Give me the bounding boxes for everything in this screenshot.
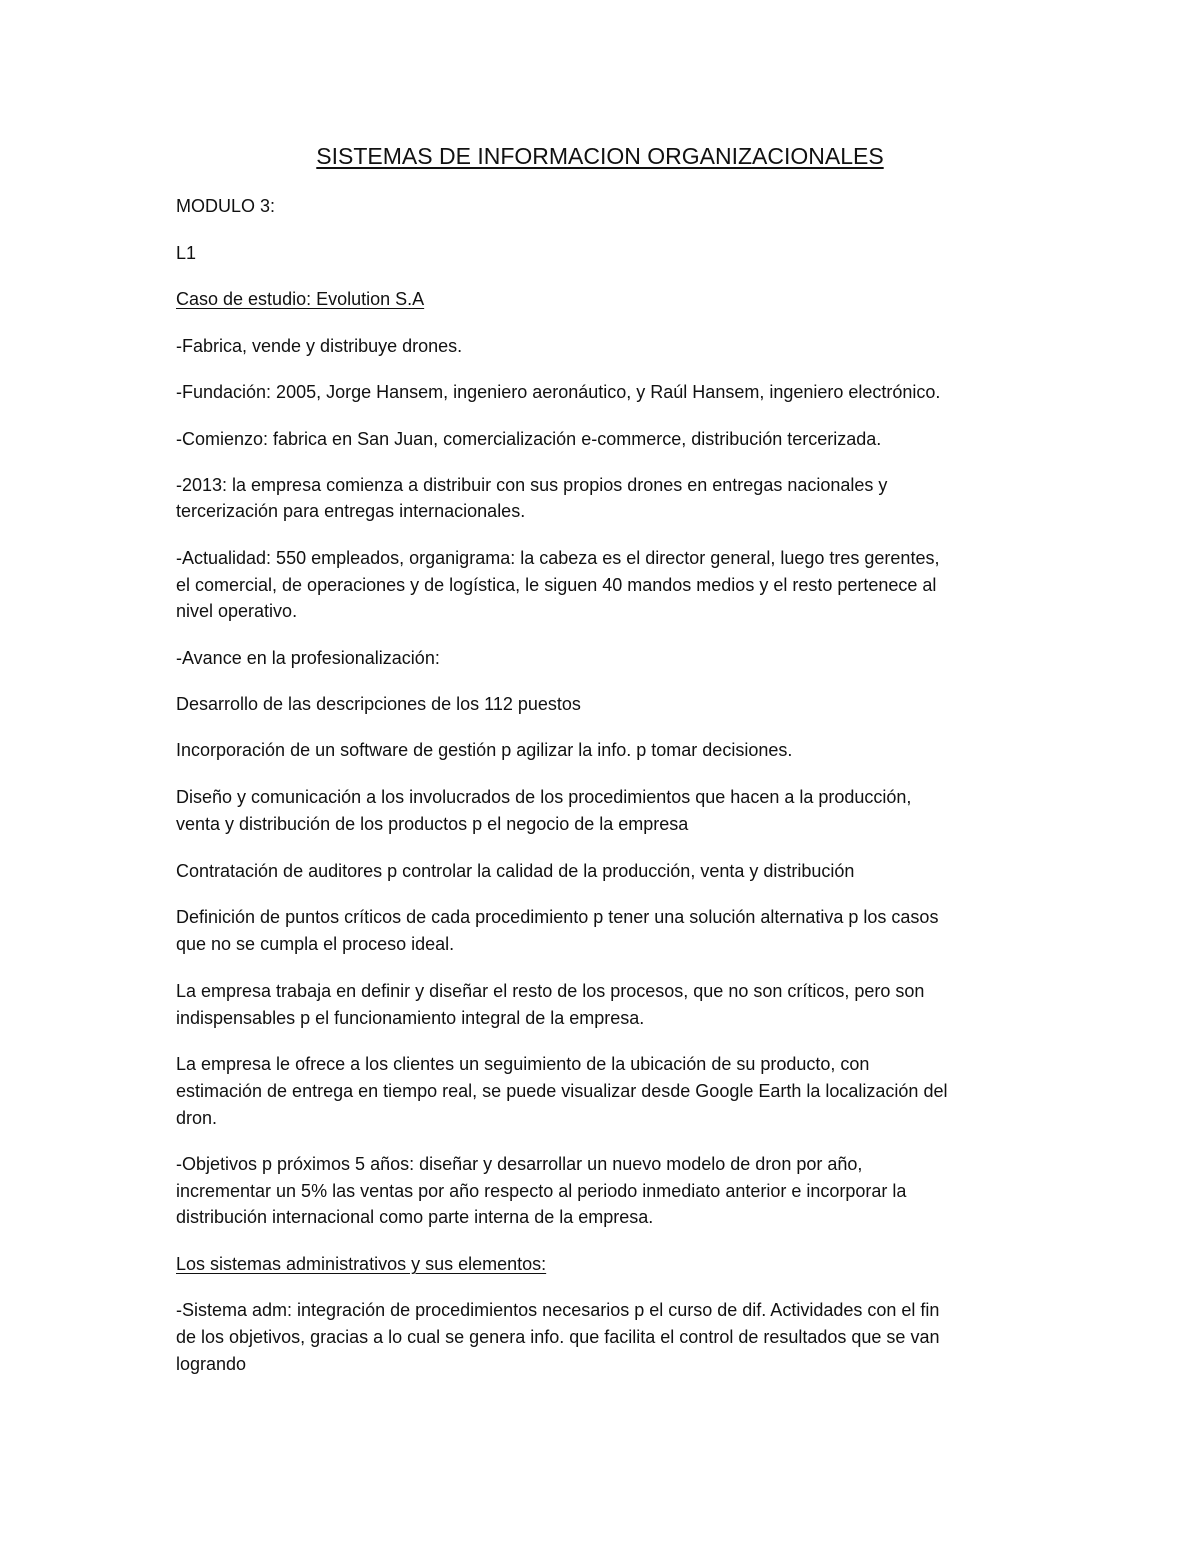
module-label: MODULO 3: [176, 196, 276, 216]
case-line: tercerización para entregas internacionales. [176, 501, 526, 521]
case-line: -Actualidad: 550 empleados, organigrama: la cabeza es el director general, luego tres gerentes, [176, 548, 940, 568]
case-line: nivel operativo. [176, 601, 298, 621]
systems-heading: Los sistemas administrativos y sus elementos: [176, 1254, 547, 1274]
systems-line: de los objetivos, gracias a lo cual se genera info. que facilita el control de resultados que se van [176, 1327, 940, 1347]
case-line: -Avance en la profesionalización: [176, 648, 440, 668]
case-line: distribución internacional como parte interna de la empresa. [176, 1207, 654, 1227]
case-line: Contratación de auditores p controlar la calidad de la producción, venta y distribución [176, 861, 855, 881]
systems-line: -Sistema adm: integración de procedimientos necesarios p el curso de dif. Actividades con el fin [176, 1300, 940, 1320]
case-line: -2013: la empresa comienza a distribuir con sus propios drones en entregas nacionales y [176, 475, 888, 495]
case-line: -Fabrica, vende y distribuye drones. [176, 336, 463, 356]
systems-line: logrando [176, 1354, 247, 1374]
case-line: indispensables p el funcionamiento integral de la empresa. [176, 1008, 645, 1028]
case-line: venta y distribución de los productos p el negocio de la empresa [176, 814, 689, 834]
case-line: incrementar un 5% las ventas por año respecto al periodo inmediato anterior e incorporar la [176, 1181, 907, 1201]
case-line: Diseño y comunicación a los involucrados de los procedimientos que hacen a la producción, [176, 787, 912, 807]
document-title: SISTEMAS DE INFORMACION ORGANIZACIONALES [316, 143, 884, 169]
lesson-label: L1 [176, 243, 197, 263]
case-line: La empresa le ofrece a los clientes un seguimiento de la ubicación de su producto, con [176, 1054, 870, 1074]
case-line: -Comienzo: fabrica en San Juan, comercialización e-commerce, distribución tercerizada. [176, 429, 882, 449]
case-line: Definición de puntos críticos de cada procedimiento p tener una solución alternativa p los casos [176, 907, 939, 927]
case-line: -Objetivos p próximos 5 años: diseñar y desarrollar un nuevo modelo de dron por año, [176, 1154, 863, 1174]
case-line: Incorporación de un software de gestión p agilizar la info. p tomar decisiones. [176, 740, 793, 760]
case-line: -Fundación: 2005, Jorge Hansem, ingeniero aeronáutico, y Raúl Hansem, ingeniero electrónico. [176, 382, 941, 402]
case-study-heading: Caso de estudio: Evolution S.A [176, 289, 425, 309]
case-line: que no se cumpla el proceso ideal. [176, 934, 455, 954]
case-line: dron. [176, 1108, 218, 1128]
case-line: Desarrollo de las descripciones de los 112 puestos [176, 694, 581, 714]
case-line: el comercial, de operaciones y de logística, le siguen 40 mandos medios y el resto pertenece al [176, 575, 937, 595]
case-line: estimación de entrega en tiempo real, se puede visualizar desde Google Earth la localización del [176, 1081, 948, 1101]
case-line: La empresa trabaja en definir y diseñar el resto de los procesos, que no son críticos, pero son [176, 981, 925, 1001]
